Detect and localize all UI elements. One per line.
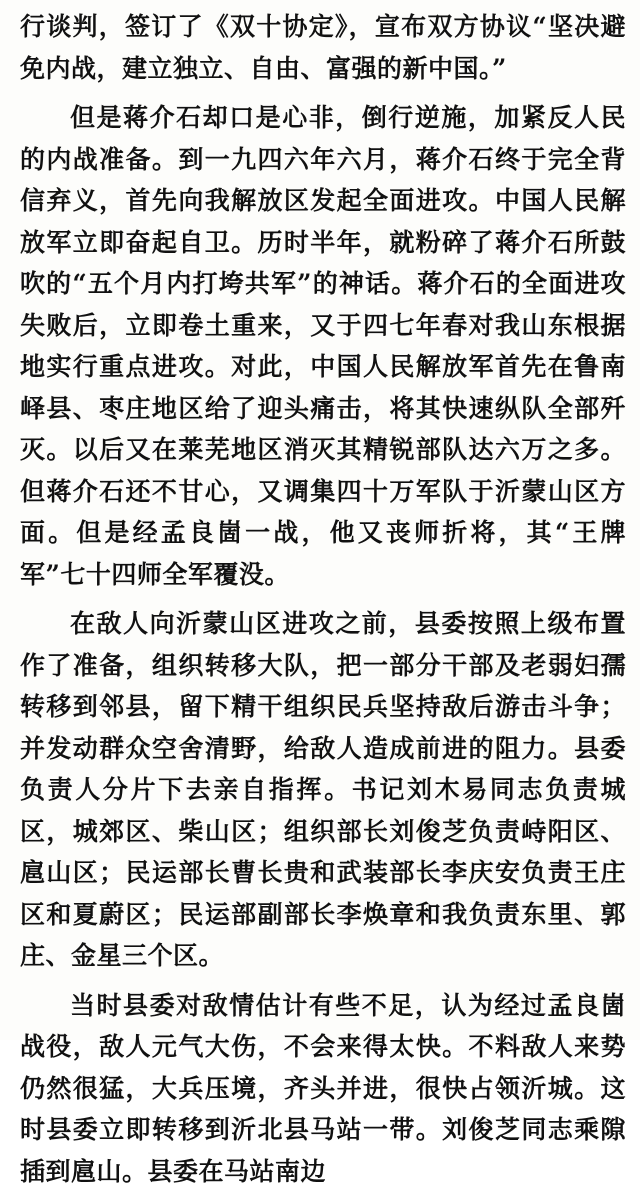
paragraph-4: 当时县委对敌情估计有些不足，认为经过孟良崮战役，敌人元气大伤，不会来得太快。不料敌人来势仍然很猛，大兵压境，齐头并进，很快占领沂城。这时县委立即转移到沂北县马站一带。刘俊芝同志乘隙插到扈山。县委在马站南边 xyxy=(20,985,626,1192)
paragraph-2: 但是蒋介石却口是心非，倒行逆施，加紧反人民的内战准备。到一九四六年六月，蒋介石终于完全背信弃义，首先向我解放区发起全面进攻。中国人民解放军立即奋起自卫。历时半年，就粉碎了蒋介石所鼓吹的“五个月内打垮共军”的神话。蒋介石的全面进攻失败后，立即卷土重来，又于四七年春对我山东根据地实行重点进攻。对此，中国人民解放军首先在鲁南峄县、枣庄地区给了迎头痛击，将其快速纵队全部歼灭。以后又在莱芜地区消灭其精锐部队达六万之多。但蒋介石还不甘心，又调集四十万军队于沂蒙山区方面。但是经孟良崮一战，他又丧师折将，其“王牌军”七十四师全军覆没。 xyxy=(20,97,626,595)
paragraph-3: 在敌人向沂蒙山区进攻之前，县委按照上级布置作了准备，组织转移大队，把一部分干部及老弱妇孺转移到邻县，留下精干组织民兵坚持敌后游击斗争；并发动群众空舍清野，给敌人造成前进的阻力。县委负责人分片下去亲自指挥。书记刘木易同志负责城区，城郊区、柴山区；组织部长刘俊芝负责峙阳区、扈山区；民运部长曹长贵和武装部长李庆安负责王庄区和夏蔚区；民运部副部长李焕章和我负责东里、郭庄、金星三个区。 xyxy=(20,603,626,977)
paragraph-1: 行谈判，签订了《双十协定》，宣布双方协议“坚决避免内战，建立独立、自由、富强的新中国。” xyxy=(20,6,626,89)
